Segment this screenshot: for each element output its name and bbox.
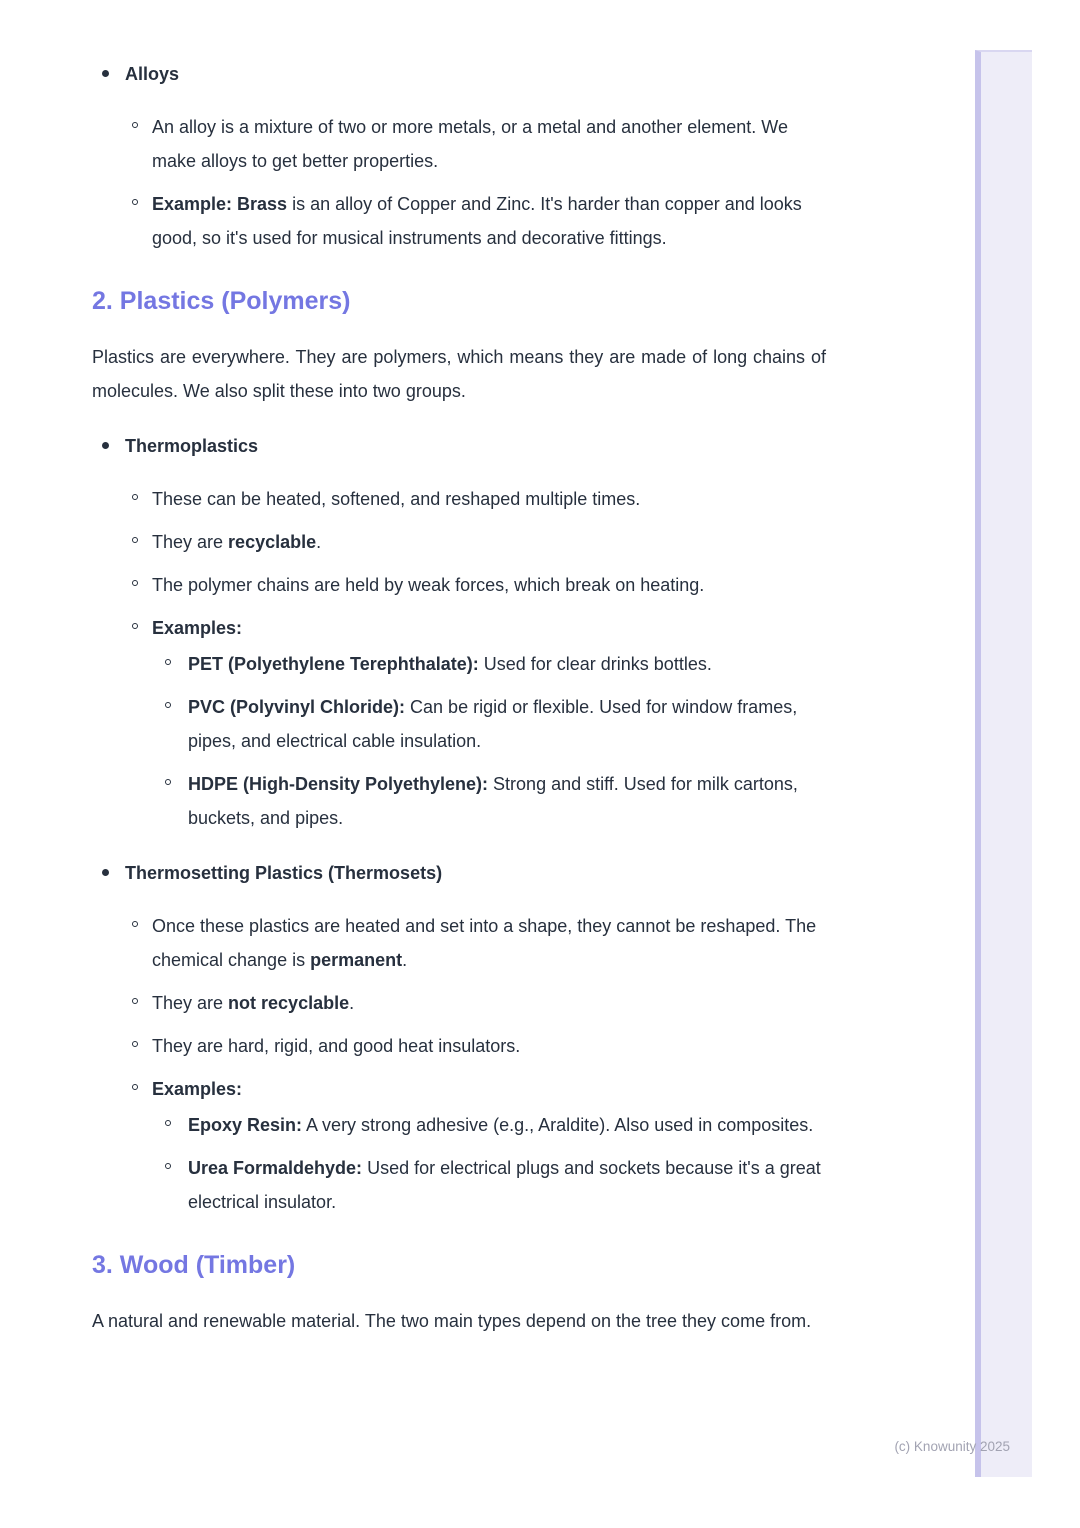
list-item bbox=[92, 856, 826, 890]
bullet-circle-icon bbox=[132, 122, 138, 128]
list-item-text: Once these plastics are heated and set into a shape, they cannot be reshaped. The chemical change is permanent. bbox=[152, 916, 817, 970]
document-content bbox=[92, 0, 826, 1338]
bullet-circle-icon bbox=[132, 494, 138, 500]
list-item bbox=[92, 690, 826, 758]
bullet-circle-icon bbox=[132, 199, 138, 205]
list-item bbox=[92, 187, 826, 255]
list-item-text: HDPE (High-Density Polyethylene): Strong and stiff. Used for milk cartons, buckets, and pipes. bbox=[188, 774, 798, 828]
list-item bbox=[92, 57, 826, 91]
list-item bbox=[92, 1151, 826, 1219]
bullet-circle-icon bbox=[165, 1120, 171, 1126]
bullet-circle-icon bbox=[132, 623, 138, 629]
list-item bbox=[92, 1029, 826, 1063]
list-item bbox=[92, 482, 826, 516]
list-item-text: PVC (Polyvinyl Chloride): Can be rigid or flexible. Used for window frames, pipes, and electrical cable insulation. bbox=[188, 697, 798, 751]
right-margin-bar bbox=[975, 50, 1032, 1477]
bullet-circle-icon bbox=[132, 1084, 138, 1090]
section-heading: 2. Plastics (Polymers) bbox=[92, 287, 351, 315]
list-item bbox=[92, 110, 826, 178]
bullet-circle-icon bbox=[132, 1041, 138, 1047]
bullet-circle-icon bbox=[165, 702, 171, 708]
bullet-circle-icon bbox=[132, 580, 138, 586]
section-heading: 3. Wood (Timber) bbox=[92, 1251, 296, 1279]
list-item bbox=[92, 1108, 826, 1142]
list-item-text: These can be heated, softened, and reshaped multiple times. bbox=[152, 489, 641, 509]
list-item-text: An alloy is a mixture of two or more metals, or a metal and another element. We make alloys to get better properties. bbox=[152, 117, 788, 171]
bullet-circle-icon bbox=[165, 1163, 171, 1169]
list-item-text: Examples: bbox=[152, 618, 243, 638]
list-item bbox=[92, 429, 826, 463]
list-item-text: PET (Polyethylene Terephthalate): Used for clear drinks bottles. bbox=[188, 654, 712, 674]
bullet-circle-icon bbox=[165, 659, 171, 665]
list-item-text: They are hard, rigid, and good heat insulators. bbox=[152, 1036, 521, 1056]
list-item bbox=[92, 909, 826, 977]
list-item-text: Urea Formaldehyde: Used for electrical plugs and sockets because it's a great electrical insulator. bbox=[188, 1158, 821, 1212]
bullet-circle-icon bbox=[132, 998, 138, 1004]
list-item-text: Epoxy Resin: A very strong adhesive (e.g., Araldite). Also used in composites. bbox=[188, 1115, 814, 1135]
list-item bbox=[92, 568, 826, 602]
list-item-text: Alloys bbox=[125, 64, 180, 84]
list-item bbox=[92, 1072, 826, 1106]
list-item-text: They are not recyclable. bbox=[152, 993, 355, 1013]
paragraph: Plastics are everywhere. They are polymers, which means they are made of long chains of molecules. We also split these into two groups. bbox=[92, 347, 826, 401]
list-item-text: They are recyclable. bbox=[152, 532, 322, 552]
list-item-text: Examples: bbox=[152, 1079, 243, 1099]
bullet-disc-icon bbox=[102, 869, 109, 876]
list-item bbox=[92, 986, 826, 1020]
bullet-circle-icon bbox=[132, 921, 138, 927]
list-item bbox=[92, 525, 826, 559]
bullet-circle-icon bbox=[132, 537, 138, 543]
list-item bbox=[92, 611, 826, 645]
list-item-text: The polymer chains are held by weak forces, which break on heating. bbox=[152, 575, 705, 595]
paragraph: A natural and renewable material. The two main types depend on the tree they come from. bbox=[92, 1311, 812, 1331]
bullet-disc-icon bbox=[102, 442, 109, 449]
bullet-disc-icon bbox=[102, 70, 109, 77]
list-item-text: Thermoplastics bbox=[125, 436, 259, 456]
list-item-text: Thermosetting Plastics (Thermosets) bbox=[125, 863, 443, 883]
watermark: (c) Knowunity 2025 bbox=[894, 1439, 1010, 1454]
bullet-circle-icon bbox=[165, 779, 171, 785]
list-item bbox=[92, 767, 826, 835]
list-item-text: Example: Brass is an alloy of Copper and Zinc. It's harder than copper and looks good, so it's used for musical instruments and decorative fittings. bbox=[152, 194, 802, 248]
list-item bbox=[92, 647, 826, 681]
